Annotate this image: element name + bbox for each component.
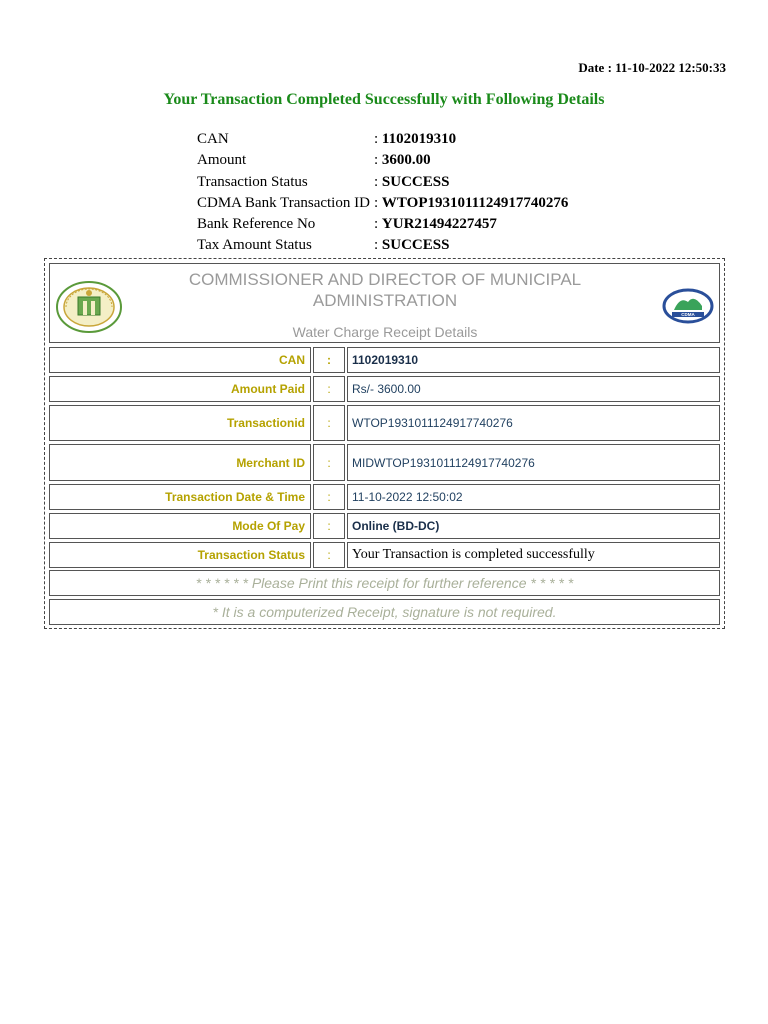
receipt-row-value: Rs/- 3600.00 [347, 376, 720, 402]
org-title: COMMISSIONER AND DIRECTOR OF MUNICIPAL ADMINISTRATION [188, 270, 582, 310]
receipt-row-value: WTOP1931011124917740276 [347, 405, 720, 441]
receipt-box [44, 258, 725, 629]
date-line: Date : 11-10-2022 12:50:33 [578, 60, 726, 75]
receipt-row-separator: : [313, 376, 345, 402]
receipt-row-label: Transaction Date & Time [49, 484, 311, 510]
summary-row [197, 193, 568, 214]
computerized-note-row [49, 599, 720, 625]
summary-separator: : [374, 237, 382, 254]
summary-label: Tax Amount Status [197, 237, 312, 254]
page-headline: Your Transaction Completed Successfully with Following Details [163, 91, 605, 108]
receipt-row-separator: : [313, 484, 345, 510]
receipt-row-separator: : [313, 347, 345, 373]
telangana-emblem-icon [56, 281, 122, 333]
receipt-row-label: Transaction Status [49, 542, 311, 568]
receipt-row-value: Online (BD-DC) [347, 513, 720, 539]
receipt-row-label: Mode Of Pay [49, 513, 311, 539]
print-note: * * * * * * Please Print this receipt for further reference * * * * * [49, 570, 720, 596]
summary-row [197, 214, 568, 235]
receipt-row-label: Merchant ID [49, 444, 311, 481]
summary-row [197, 172, 568, 193]
receipt-row-transaction-status [49, 542, 720, 568]
receipt-row-can [49, 347, 720, 373]
summary-value: WTOP1931011124917740276 [381, 194, 569, 211]
receipt-row-separator: : [313, 513, 345, 539]
summary-label: Bank Reference No [197, 216, 316, 233]
summary-label: CDMA Bank Transaction ID [197, 194, 370, 211]
receipt-row-value: MIDWTOP1931011124917740276 [347, 444, 720, 481]
summary-separator: : [374, 216, 382, 233]
summary-label: CAN [197, 131, 229, 147]
receipt-row-mode-of-pay [49, 513, 720, 539]
summary-row [197, 235, 568, 256]
summary-value: SUCCESS [381, 237, 450, 254]
receipt-row-transaction-date [49, 484, 720, 510]
receipt-row-separator: : [313, 405, 345, 441]
receipt-row-separator: : [313, 542, 345, 568]
receipt-header [49, 263, 720, 343]
receipt-row-transactionid [49, 405, 720, 441]
print-note-row [49, 570, 720, 596]
receipt-row-label: Amount Paid [49, 376, 311, 402]
summary-value: 3600.00 [381, 152, 431, 169]
summary-value: YUR21494227457 [381, 216, 497, 233]
summary-value: SUCCESS [381, 173, 450, 190]
receipt-row-label: Transactionid [49, 405, 311, 441]
receipt-row-separator: : [313, 444, 345, 481]
cdma-logo-icon [662, 288, 714, 326]
receipt-row-value: 1102019310 [347, 347, 720, 373]
receipt-row-value: 11-10-2022 12:50:02 [347, 484, 720, 510]
receipt-row-value: Your Transaction is completed successfully [347, 542, 720, 568]
summary-separator: : [374, 194, 382, 211]
summary-separator: : [374, 152, 382, 169]
receipt-row-merchant-id [49, 444, 720, 481]
transaction-summary [197, 129, 568, 257]
summary-row [197, 150, 568, 171]
summary-separator: : [374, 131, 382, 147]
summary-label: Transaction Status [197, 173, 308, 190]
computerized-note: * It is a computerized Receipt, signature is not required. [49, 599, 720, 625]
summary-row [197, 129, 568, 150]
receipt-row-label: CAN [49, 347, 311, 373]
summary-separator: : [374, 173, 382, 190]
summary-value: 1102019310 [381, 131, 457, 147]
receipt-title: Water Charge Receipt Details [292, 324, 478, 340]
summary-label: Amount [197, 152, 247, 169]
cdma-logo-text: CDMA [681, 312, 695, 317]
receipt-row-amount-paid [49, 376, 720, 402]
